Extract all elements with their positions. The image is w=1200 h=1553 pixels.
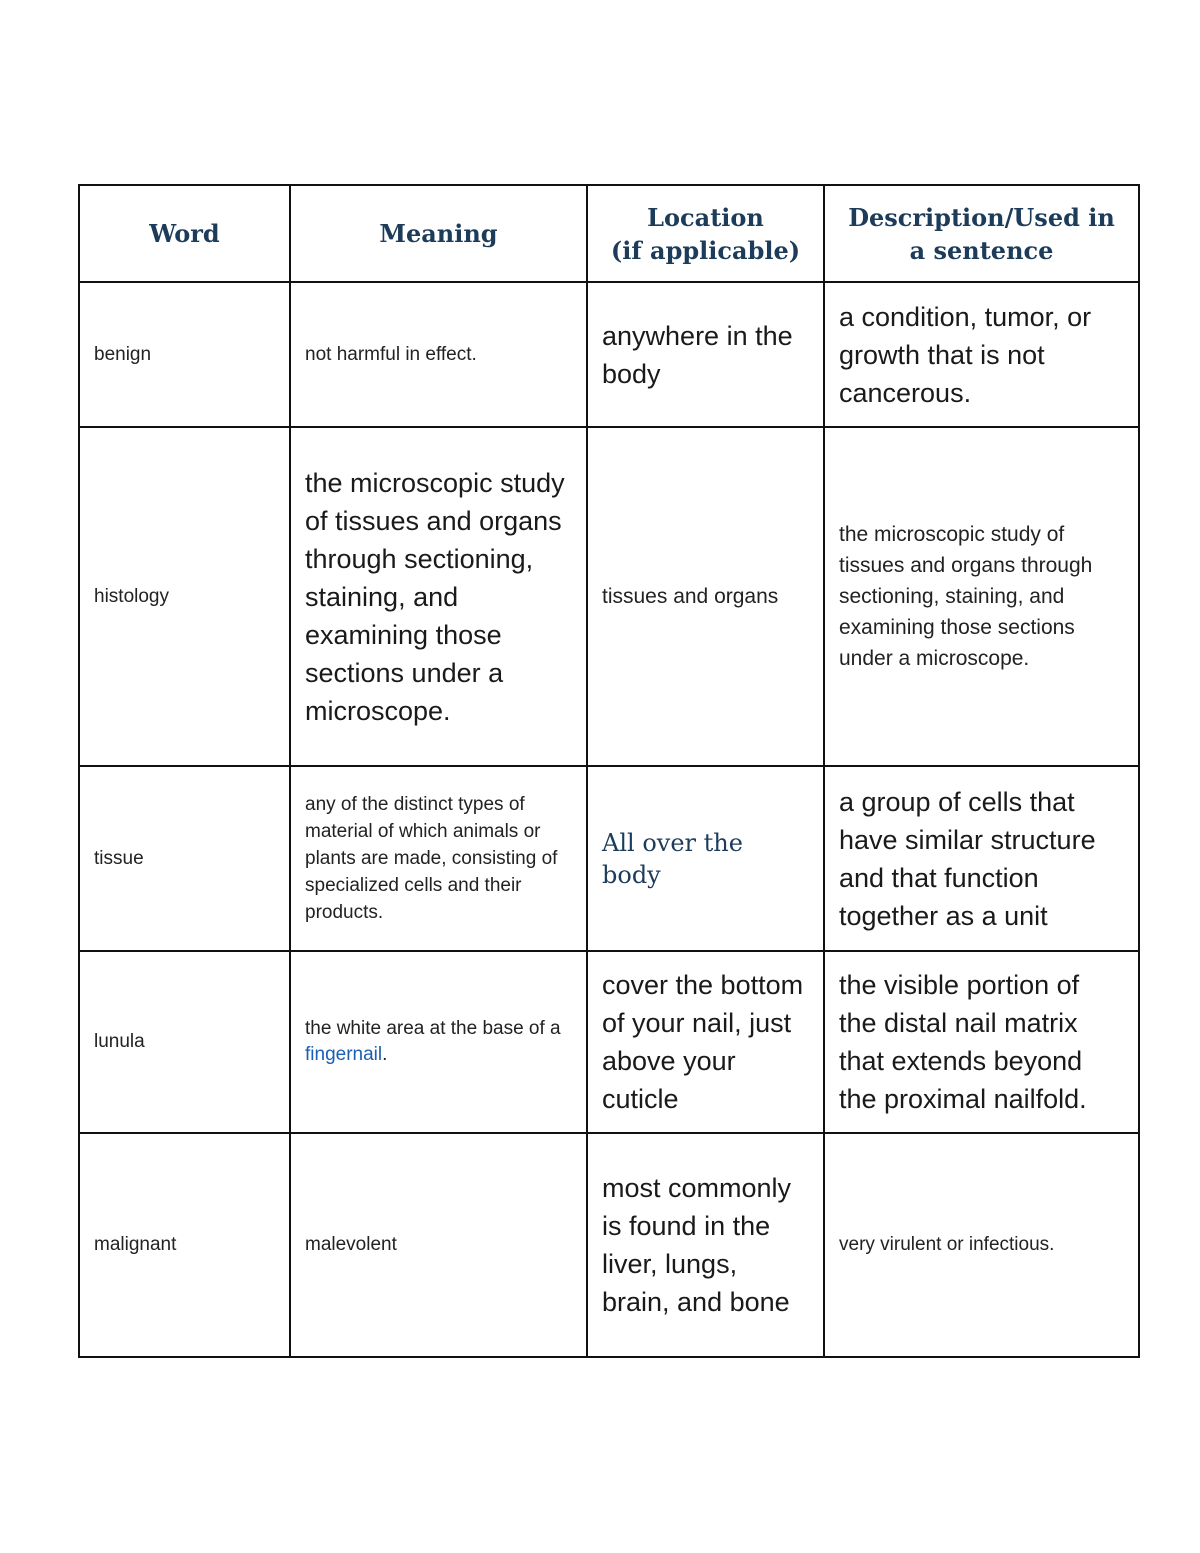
meaning-text: the white area at the base of a: [305, 1018, 561, 1039]
word-cell: tissue: [79, 766, 290, 951]
header-location: Location (if applicable): [587, 185, 824, 282]
description-cell: a condition, tumor, or growth that is not cancerous.: [824, 282, 1139, 427]
description-cell: very virulent or infectious.: [824, 1133, 1139, 1357]
meaning-cell: not harmful in effect.: [290, 282, 587, 427]
table-row: [79, 427, 1139, 766]
header-row: [79, 185, 1139, 282]
fingernail-link[interactable]: fingernail: [305, 1044, 383, 1065]
description-cell: the visible portion of the distal nail matrix that extends beyond the proximal nailfold.: [824, 951, 1139, 1133]
table-row: [79, 951, 1139, 1133]
meaning-suffix: .: [382, 1044, 388, 1065]
location-cell: anywhere in the body: [587, 282, 824, 427]
location-cell: All over the body: [587, 766, 824, 951]
meaning-cell: the microscopic study of tissues and organs through sectioning, staining, and examining those sections under a microscope.: [290, 427, 587, 766]
meaning-cell: [290, 951, 587, 1133]
meaning-cell: malevolent: [290, 1133, 587, 1357]
table-row: [79, 1133, 1139, 1357]
word-cell: malignant: [79, 1133, 290, 1357]
location-cell: cover the bottom of your nail, just above your cuticle: [587, 951, 824, 1133]
table-row: [79, 766, 1139, 951]
word-cell: benign: [79, 282, 290, 427]
table-row: [79, 282, 1139, 427]
header-meaning: Meaning: [290, 185, 587, 282]
meaning-cell: any of the distinct types of material of which animals or plants are made, consisting of specialized cells and their products.: [290, 766, 587, 951]
location-cell: tissues and organs: [587, 427, 824, 766]
header-description: Description/Used in a sentence: [824, 185, 1139, 282]
word-cell: lunula: [79, 951, 290, 1133]
location-cell: most commonly is found in the liver, lungs, brain, and bone: [587, 1133, 824, 1357]
vocabulary-table: [78, 184, 1140, 1358]
description-cell: a group of cells that have similar structure and that function together as a unit: [824, 766, 1139, 951]
word-cell: histology: [79, 427, 290, 766]
header-word: Word: [79, 185, 290, 282]
description-cell: the microscopic study of tissues and organs through sectioning, staining, and examining those sections under a microscope.: [824, 427, 1139, 766]
